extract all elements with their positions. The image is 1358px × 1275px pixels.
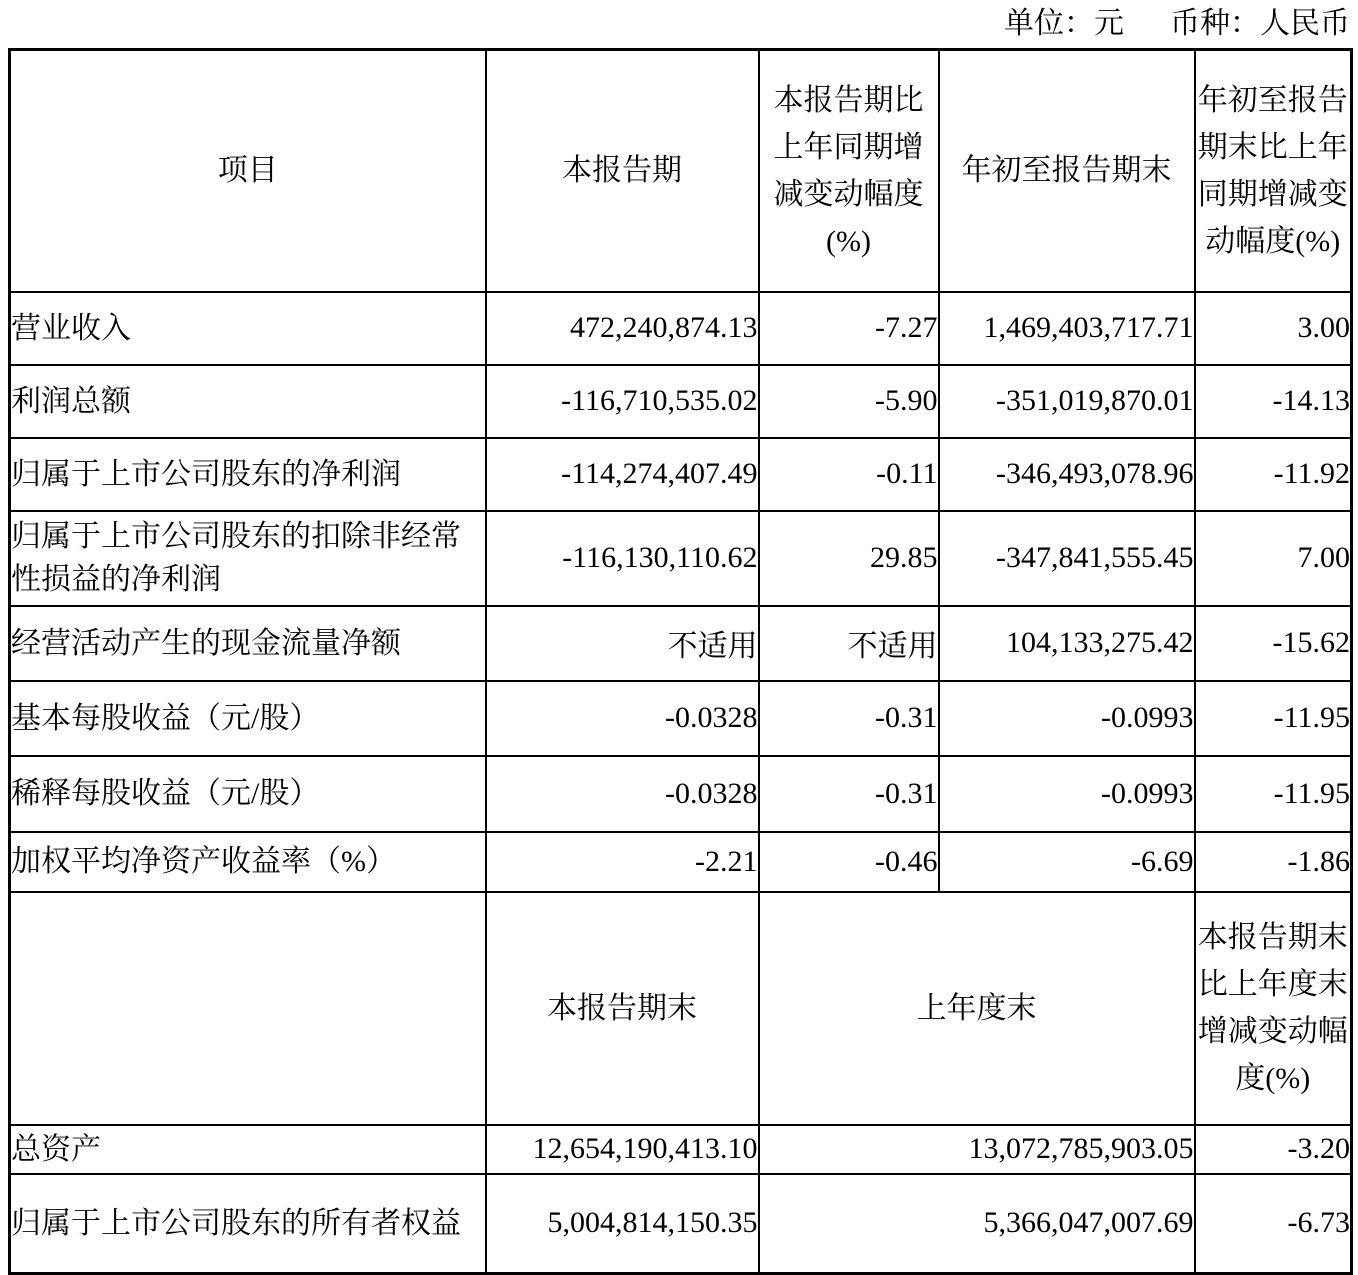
cell-ytd: -347,841,555.45 [939,511,1195,606]
row-label: 经营活动产生的现金流量净额 [10,606,486,681]
row-label: 总资产 [10,1125,486,1174]
cell-prior-year-end: 13,072,785,903.05 [759,1125,1195,1174]
cell-ytd-change: -1.86 [1195,832,1352,892]
unit-label: 单位：元 [1004,7,1124,40]
table-subheader-row [10,892,1352,1125]
subheader-empty-cell [10,892,486,1125]
cell-ytd-change: -14.13 [1195,365,1352,438]
cell-period-end: 5,004,814,150.35 [486,1174,759,1274]
table-header-row [10,50,1352,292]
cell-ytd-change: 7.00 [1195,511,1352,606]
cell-period-end-change: -6.73 [1195,1174,1352,1274]
column-header-period-end-change: 本报告期末比上年度末增减变动幅度(%) [1195,892,1352,1125]
table-row-total-assets [10,1125,1352,1174]
table-row-diluted-eps [10,756,1352,832]
cell-current-change: -0.46 [759,832,939,892]
unit-currency-caption [1004,4,1350,44]
row-label: 归属于上市公司股东的净利润 [10,438,486,511]
table-row-total-profit [10,365,1352,438]
cell-current-change: -0.31 [759,681,939,756]
cell-ytd-change: -11.95 [1195,756,1352,832]
row-label: 加权平均净资产收益率（%） [10,832,486,892]
table-row-weighted-avg-roe [10,832,1352,892]
table-row-net-profit-attributable [10,438,1352,511]
row-label: 稀释每股收益（元/股） [10,756,486,832]
cell-current: -0.0328 [486,756,759,832]
cell-current-change: -5.90 [759,365,939,438]
column-header-item: 项目 [10,50,486,292]
cell-ytd: 104,133,275.42 [939,606,1195,681]
cell-ytd: 1,469,403,717.71 [939,292,1195,365]
column-header-prior-year-end: 上年度末 [759,892,1195,1125]
column-header-ytd: 年初至报告期末 [939,50,1195,292]
column-header-current-period: 本报告期 [486,50,759,292]
cell-ytd: -0.0993 [939,756,1195,832]
cell-current-change: -7.27 [759,292,939,365]
row-label: 归属于上市公司股东的扣除非经常性损益的净利润 [10,511,486,606]
cell-ytd: -0.0993 [939,681,1195,756]
cell-ytd-change: -15.62 [1195,606,1352,681]
row-label: 归属于上市公司股东的所有者权益 [10,1174,486,1274]
cell-period-end-change: -3.20 [1195,1125,1352,1174]
cell-current: -114,274,407.49 [486,438,759,511]
column-header-current-period-change: 本报告期比上年同期增减变动幅度(%) [759,50,939,292]
row-label: 利润总额 [10,365,486,438]
cell-current-change: -0.31 [759,756,939,832]
table-row-equity-attributable [10,1174,1352,1274]
cell-current: -116,710,535.02 [486,365,759,438]
cell-current-change: 29.85 [759,511,939,606]
cell-current: 不适用 [486,606,759,681]
cell-current: 472,240,874.13 [486,292,759,365]
column-header-ytd-change: 年初至报告期末比上年同期增减变动幅度(%) [1195,50,1352,292]
cell-ytd: -351,019,870.01 [939,365,1195,438]
cell-ytd-change: -11.95 [1195,681,1352,756]
cell-current: -0.0328 [486,681,759,756]
cell-prior-year-end: 5,366,047,007.69 [759,1174,1195,1274]
cell-current: -116,130,110.62 [486,511,759,606]
cell-ytd-change: 3.00 [1195,292,1352,365]
cell-ytd-change: -11.92 [1195,438,1352,511]
cell-current: -2.21 [486,832,759,892]
table-row-basic-eps [10,681,1352,756]
cell-ytd: -346,493,078.96 [939,438,1195,511]
table-row-operating-revenue [10,292,1352,365]
row-label: 营业收入 [10,292,486,365]
cell-ytd: -6.69 [939,832,1195,892]
financial-summary-table [8,48,1353,1275]
column-header-period-end: 本报告期末 [486,892,759,1125]
row-label: 基本每股收益（元/股） [10,681,486,756]
cell-current-change: -0.11 [759,438,939,511]
cell-period-end: 12,654,190,413.10 [486,1125,759,1174]
table-row-operating-cash-flow [10,606,1352,681]
currency-label: 币种：人民币 [1170,7,1350,40]
table-row-net-profit-excl-nonrecurring [10,511,1352,606]
cell-current-change: 不适用 [759,606,939,681]
